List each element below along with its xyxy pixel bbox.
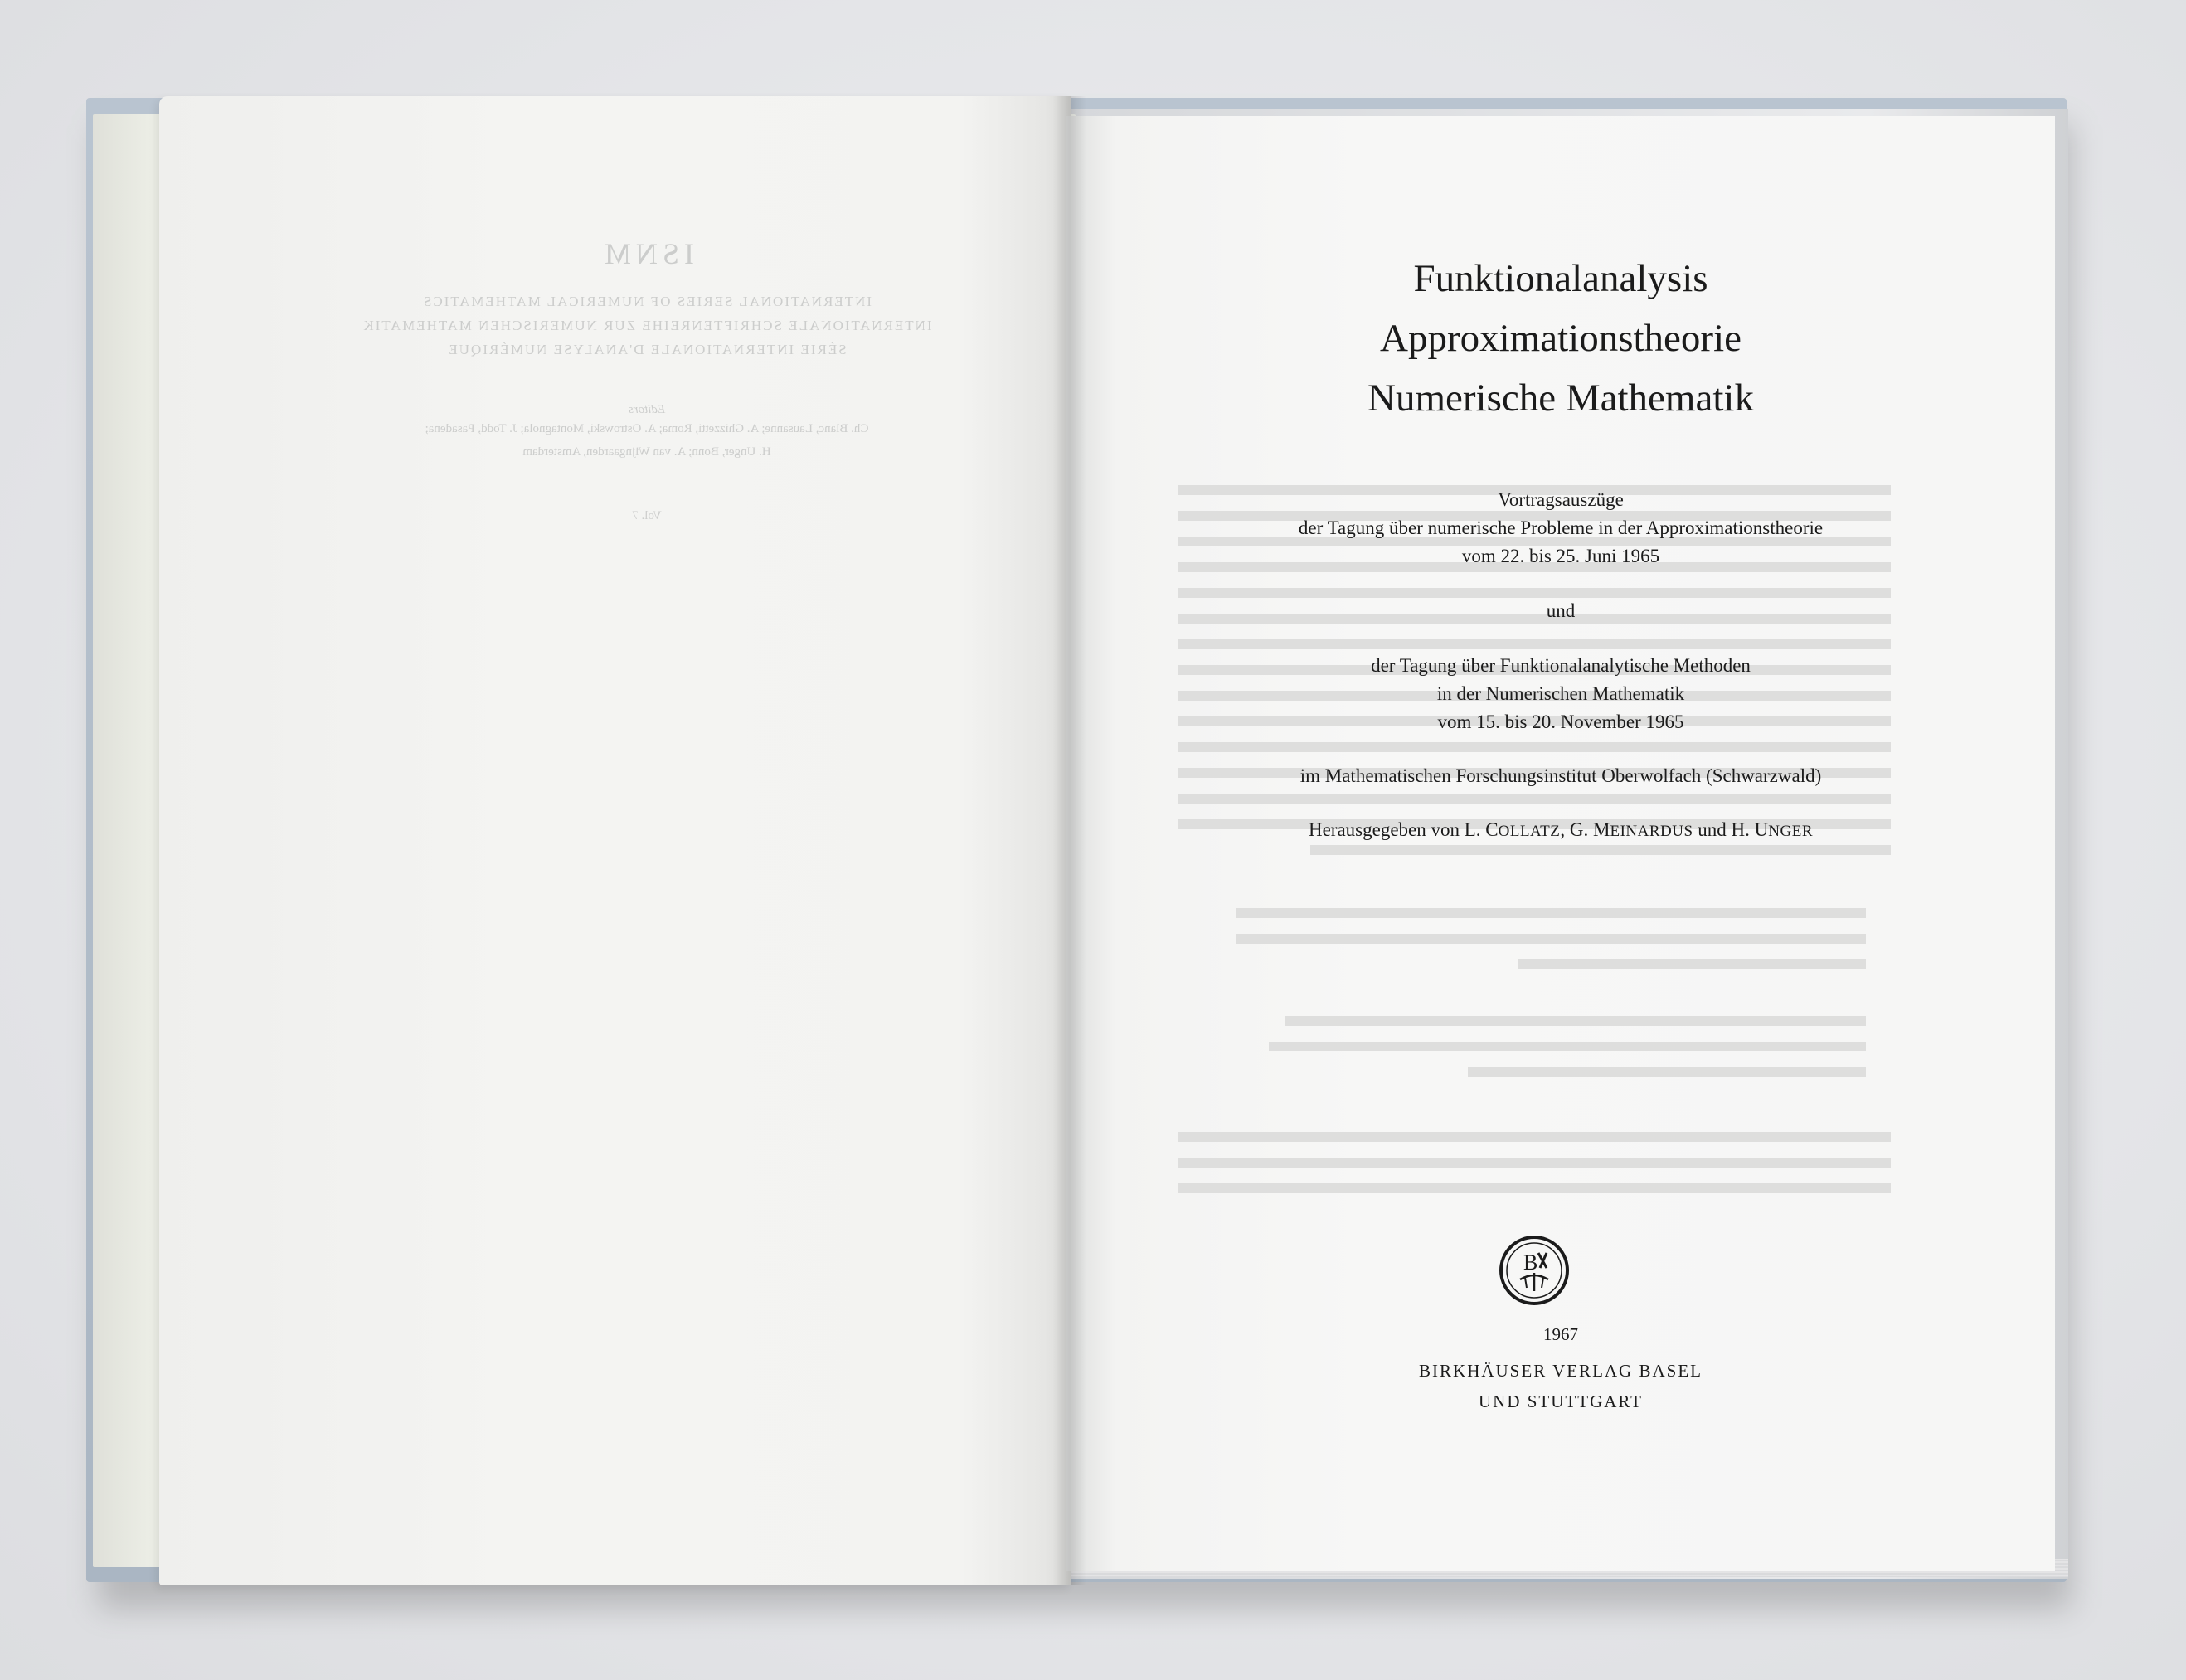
birkhauser-logo-icon xyxy=(1497,1233,1571,1308)
description-line: der Tagung über Funktionalanalytische Methoden xyxy=(1371,655,1751,676)
second-conference-description xyxy=(1066,652,2055,736)
publisher-name xyxy=(1066,1356,2055,1417)
series-abbrev: ISNM xyxy=(599,237,695,270)
editors-line: Ch. Blanc, Lausanne; A. Ghizzetti, Roma; A. Ostrowski, Montagnola; J. Todd, Pasadena; xyxy=(425,422,869,435)
editor-name: EINARDUS xyxy=(1610,823,1693,840)
description-line: vom 15. bis 20. November 1965 xyxy=(1437,711,1684,732)
editor-name: OLLATZ xyxy=(1498,823,1561,840)
editors-separator: , G. xyxy=(1560,819,1594,840)
description-line: der Tagung über numerische Probleme in der Approximationstheorie xyxy=(1298,517,1824,538)
editors-label: Editors xyxy=(628,403,666,416)
left-page-show-through xyxy=(282,236,1012,523)
editor-initial: M xyxy=(1593,819,1610,840)
publisher-line: BIRKHÄUSER VERLAG BASEL xyxy=(1419,1361,1703,1381)
publisher-line: UND STUTTGART xyxy=(1479,1391,1643,1411)
title-line: Funktionalanalysis xyxy=(1413,257,1708,300)
editors-prefix: Herausgegeben von L. xyxy=(1308,819,1486,840)
publication-year: 1967 xyxy=(1543,1324,1578,1344)
description-line: Vortragsauszüge xyxy=(1498,489,1624,510)
volume-label: Vol. 7 xyxy=(632,509,662,522)
title-line: Numerische Mathematik xyxy=(1367,376,1754,420)
institute-line: im Mathematischen Forschungsinstitut Oberwolfach (Schwarzwald) xyxy=(1299,765,1822,786)
editor-name: NGER xyxy=(1768,823,1814,840)
series-line: INTERNATIONAL SERIES OF NUMERICAL MATHEMATICS xyxy=(421,294,872,309)
connector-word: und xyxy=(1546,600,1576,621)
editor-initial: U xyxy=(1754,819,1769,840)
show-through-lines xyxy=(1178,485,1891,1207)
editor-initial: C xyxy=(1485,819,1499,840)
editors-separator: und H. xyxy=(1693,819,1755,840)
series-line: SÉRIE INTERNATIONALE D'ANALYSE NUMÉRIQUE xyxy=(447,342,847,357)
proceedings-description xyxy=(1066,486,2055,571)
series-line: INTERNATIONALE SCHRIFTENREIHE ZUR NUMERISCHEN MATHEMATIK xyxy=(362,318,932,333)
editors-line xyxy=(1066,819,2055,841)
description-line: vom 22. bis 25. Juni 1965 xyxy=(1461,546,1660,566)
editors-line: H. Unger, Bonn; A. van Wijngaarden, Amsterdam xyxy=(522,445,771,459)
book-title xyxy=(1066,249,2055,428)
svg-text:B: B xyxy=(1523,1250,1538,1275)
right-page-show-through xyxy=(1178,485,1891,1213)
description-line: in der Numerischen Mathematik xyxy=(1436,683,1685,704)
title-line: Approximationstheorie xyxy=(1380,317,1742,360)
